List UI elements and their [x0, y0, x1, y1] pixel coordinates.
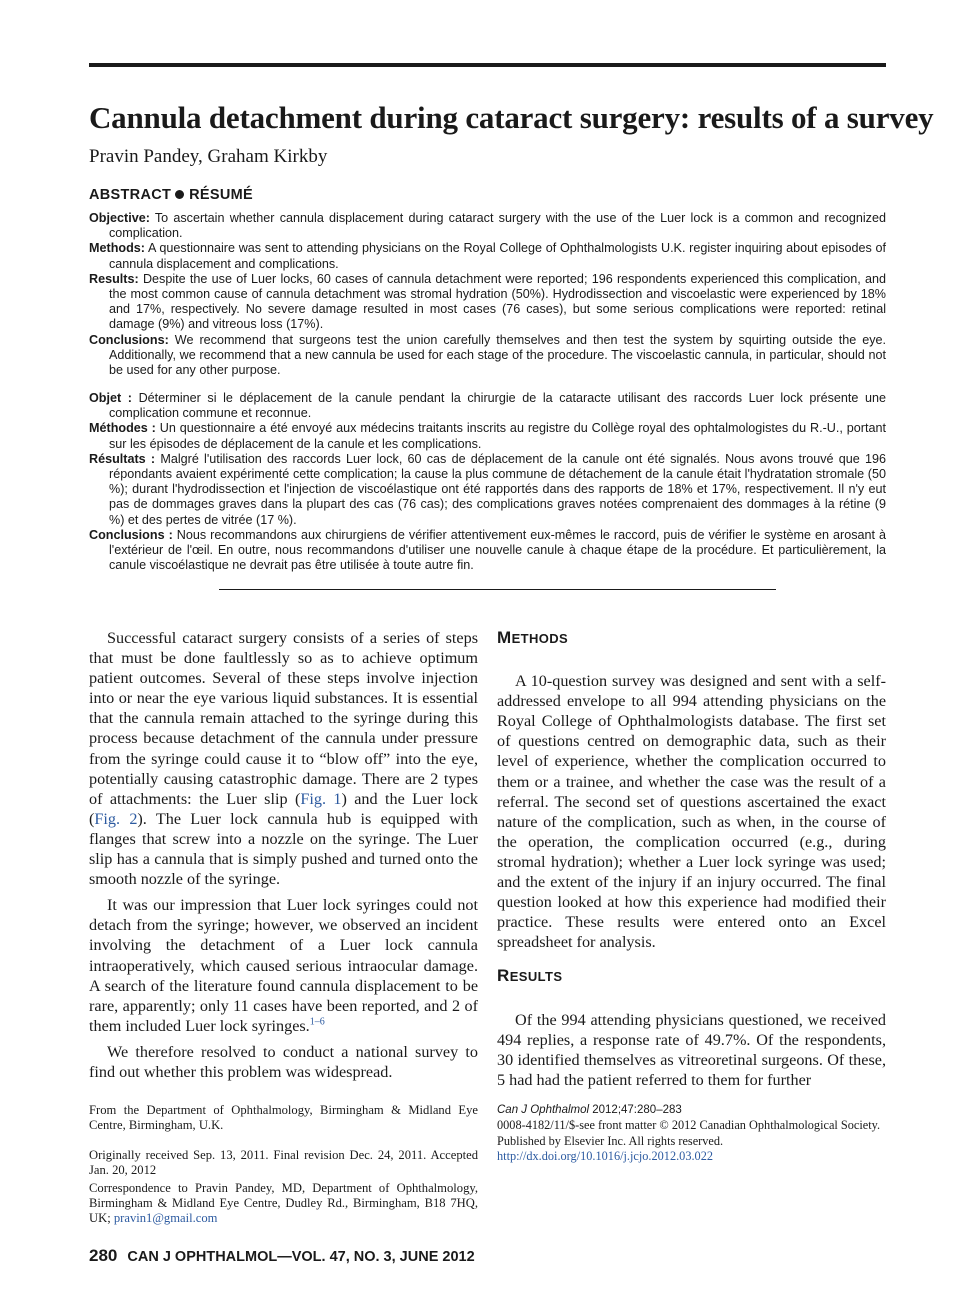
abstract-text: Déterminer si le déplacement de la canule pendant la chirurgie de la cataracte utilisant des raccords Luer lock présente une complication commune et reconnue.: [109, 391, 886, 421]
abstract-heading: [89, 187, 253, 203]
abstract-label: Objet :: [89, 391, 132, 405]
abstract-label: Results:: [89, 271, 139, 286]
abstract-label: Méthodes :: [89, 421, 156, 436]
abstract-text: To ascertain whether cannula displacement during cataract surgery with the use of the Luer lock is a common and recognized complication.: [109, 211, 886, 241]
abstract-label: Conclusions:: [89, 332, 169, 347]
correspondence-note: [89, 1181, 478, 1227]
body-paragraph: [89, 628, 478, 889]
section-heading: METHODS: [497, 628, 569, 647]
resume-methodes: [89, 421, 886, 451]
resume-objet: [89, 391, 886, 421]
article-title: Cannula detachment during cataract surgery: results of a survey: [89, 100, 934, 135]
abstract-divider: [219, 589, 776, 590]
methods-heading: [497, 628, 886, 649]
figure-2-link[interactable]: Fig. 2: [94, 809, 138, 828]
reference-link[interactable]: 1–6: [309, 1016, 325, 1028]
resume-conclusions: [89, 528, 886, 574]
correspondence-text: Correspondence to Pravin Pandey, MD, Department of Ophthalmology, Birmingham & Midland Eye Centre, Dudley Rd., Birmingham, B18 7HQ, UK;: [89, 1180, 478, 1226]
body-paragraph: [89, 895, 478, 1036]
body-text: It was our impression that Luer lock syringes could not detach from the syringe; however, we observed an incident involving the detachment of a Luer lock cannula intraoperatively, which caused serious intraocular damage. A search of the literature found cannula displacement to be rare, apparently; only 11 cases have been reported, and 2 of them included Luer lock syringes.: [89, 896, 478, 1035]
journal-footer: CAN J OPHTHALMOL—VOL. 47, NO. 3, JUNE 2012: [127, 1249, 475, 1265]
article-authors: Pravin Pandey, Graham Kirkby: [89, 146, 328, 167]
section-heading: RESULTS: [497, 966, 563, 986]
top-rule: [89, 63, 886, 67]
abstract-text: Nous recommandons aux chirurgiens de vérifier attentivement eux-mêmes le raccord, puis de vérifier le système en arosant à l'extérieur de l'œil. En outre, nous recommandons d'utiliser une nouvelle canule à chaque étape de la procédure. Et particulièrement, la canule viscoélastique ne devrait pas être utilisée à toute autre fin.: [109, 527, 887, 573]
abstract-text: A questionnaire was sent to attending physicians on the Royal College of Ophthalmologists U.K. register inquiring about episodes of cannula displacement and complications.: [109, 241, 886, 271]
body-column-left: [89, 628, 478, 1082]
abstract-english: [89, 211, 886, 378]
abstract-label: Objective:: [89, 211, 150, 225]
body-column-right: [497, 628, 886, 1090]
department-note: From the Department of Ophthalmology, Birmingham & Midland Eye Centre, Birmingham, U.K.: [89, 1103, 478, 1133]
page-footer: [89, 1246, 475, 1266]
abstract-label: Methods:: [89, 241, 145, 256]
results-paragraph: Of the 994 attending physicians questioned, we received 494 replies, a response rate of 49.7%. Of the respondents, 30 identified themselves as vitreoretinal surgeons. Of these, 5 had had the patient referred to them for further: [497, 1010, 886, 1089]
doi-link[interactable]: http://dx.doi.org/10.1016/j.jcjo.2012.03.022: [497, 1149, 713, 1164]
publication-info: [497, 1103, 889, 1165]
resume-resultats: [89, 452, 886, 528]
journal-name: Can J Ophthalmol: [497, 1104, 590, 1116]
abstract-heading-en: ABSTRACT: [89, 187, 172, 203]
body-text: ). The Luer lock cannula hub is equipped with flanges that screw into a nozzle on the syringe. The Luer slip has a cannula that is simply pushed and turned onto the smooth nozzle of the syringe.: [89, 809, 478, 889]
abstract-text: We recommend that surgeons test the union carefully themselves and then test the system by squirting outside the eye. Additionally, we recommend that a new cannula be used for each stage of the procedure. The viscoelastic cannula, in particular, should not be used for any other purpose.: [109, 332, 887, 378]
body-paragraph: We therefore resolved to conduct a national survey to find out whether this problem was widespread.: [89, 1042, 478, 1081]
body-text: Successful cataract surgery consists of a series of steps that must be done faultlessly so as to achieve optimum patient outcomes. Several of these steps involve injection into or near the eye various liquid substances. It is essential that the cannula remain attached to the syringe during this process because detachment of the cannula under pressure from the syringe could cause it to “blow off” into the eye, potentially causing catastrophic damage. There are 2 types of attachments: the Luer slip (: [89, 629, 478, 808]
results-heading: [497, 966, 886, 987]
abstract-methods: [89, 241, 886, 271]
abstract-text: Malgré l'utilisation des raccords Luer lock, 60 cas de déplacement de la canule ont été signalés. Nous avons trouvé que 196 répondants avaient expérimenté cette complication; la cause la plus commune de détachement de la canule était l'hydratation stromale (50 %); durant l'hydrodissection et l'injection de viscoélastique ont été rapportés dans des rapports de 18% et 17%, respectivement. Il n'y eut pas de dommages graves dans la plupart des cas (76 cas); des complications graves notées comprenaient des dommages à la rétine (9 %) et des pertes de vitrée (17 %).: [109, 451, 886, 527]
affiliation-footnotes: [89, 1103, 478, 1236]
journal-cite: 2012;47:280–283: [589, 1104, 682, 1116]
email-link[interactable]: pravin1@gmail.com: [113, 1211, 218, 1226]
methods-paragraph: A 10-question survey was designed and sent with a self-addressed envelope to all 994 attending physicians on the Royal College of Ophthalmologists database. The first set of questions centred on demographic data, such as their level of experience, whether the complication occurred to them or a trainee, and whether the case was the result of a referral. The second set of questions ascertained the exact nature of the complication, such as when, in the course of the operation, the complication occurred (e.g., during stromal hydration); whether a Luer lock syringe was used; and the extent of the injury if an injury occurred. The final question looked at how this experience had modified their practice. These results were entered onto an Excel spreadsheet for analysis.: [497, 672, 886, 952]
abstract-text: Un questionnaire a été envoyé aux médecins traitants inscrits au registre du Collège royal des ophtalmologistes du R.-U., portant sur les épisodes de déplacement de la canule et les complications.: [109, 421, 886, 451]
issn-line: 0008-4182/11/$-see front matter © 2012 Canadian Ophthalmological Society. Published by Elsevier Inc. All rights reserved.: [497, 1118, 881, 1148]
abstract-label: Résultats :: [89, 451, 156, 466]
figure-1-link[interactable]: Fig. 1: [300, 789, 342, 808]
body-text: ) and the Luer lock (: [89, 789, 478, 828]
page-number: 280: [89, 1246, 118, 1265]
journal-citation: [497, 1103, 889, 1118]
abstract-conclusions: [89, 333, 886, 379]
abstract-results: [89, 272, 886, 333]
abstract-heading-fr: RÉSUMÉ: [189, 187, 253, 203]
abstract-french: [89, 391, 886, 573]
abstract-label: Conclusions :: [89, 527, 173, 542]
bullet-icon: [175, 190, 184, 199]
abstract-objective: [89, 211, 886, 241]
received-note: Originally received Sep. 13, 2011. Final revision Dec. 24, 2011. Accepted Jan. 20, 2012: [89, 1147, 478, 1178]
abstract-text: Despite the use of Luer locks, 60 cases of cannula detachment were reported; 196 respondents experienced this complication, and the most common cause of cannula detachment was stromal hydration (50%). Hydrodissection and viscoelastic were experienced by 18% and 17%, respectively. No severe damage resulted in most cases (76 cases), but some serious complications were reported: retinal damage (9%) and vitreous loss (17%).: [109, 271, 887, 332]
